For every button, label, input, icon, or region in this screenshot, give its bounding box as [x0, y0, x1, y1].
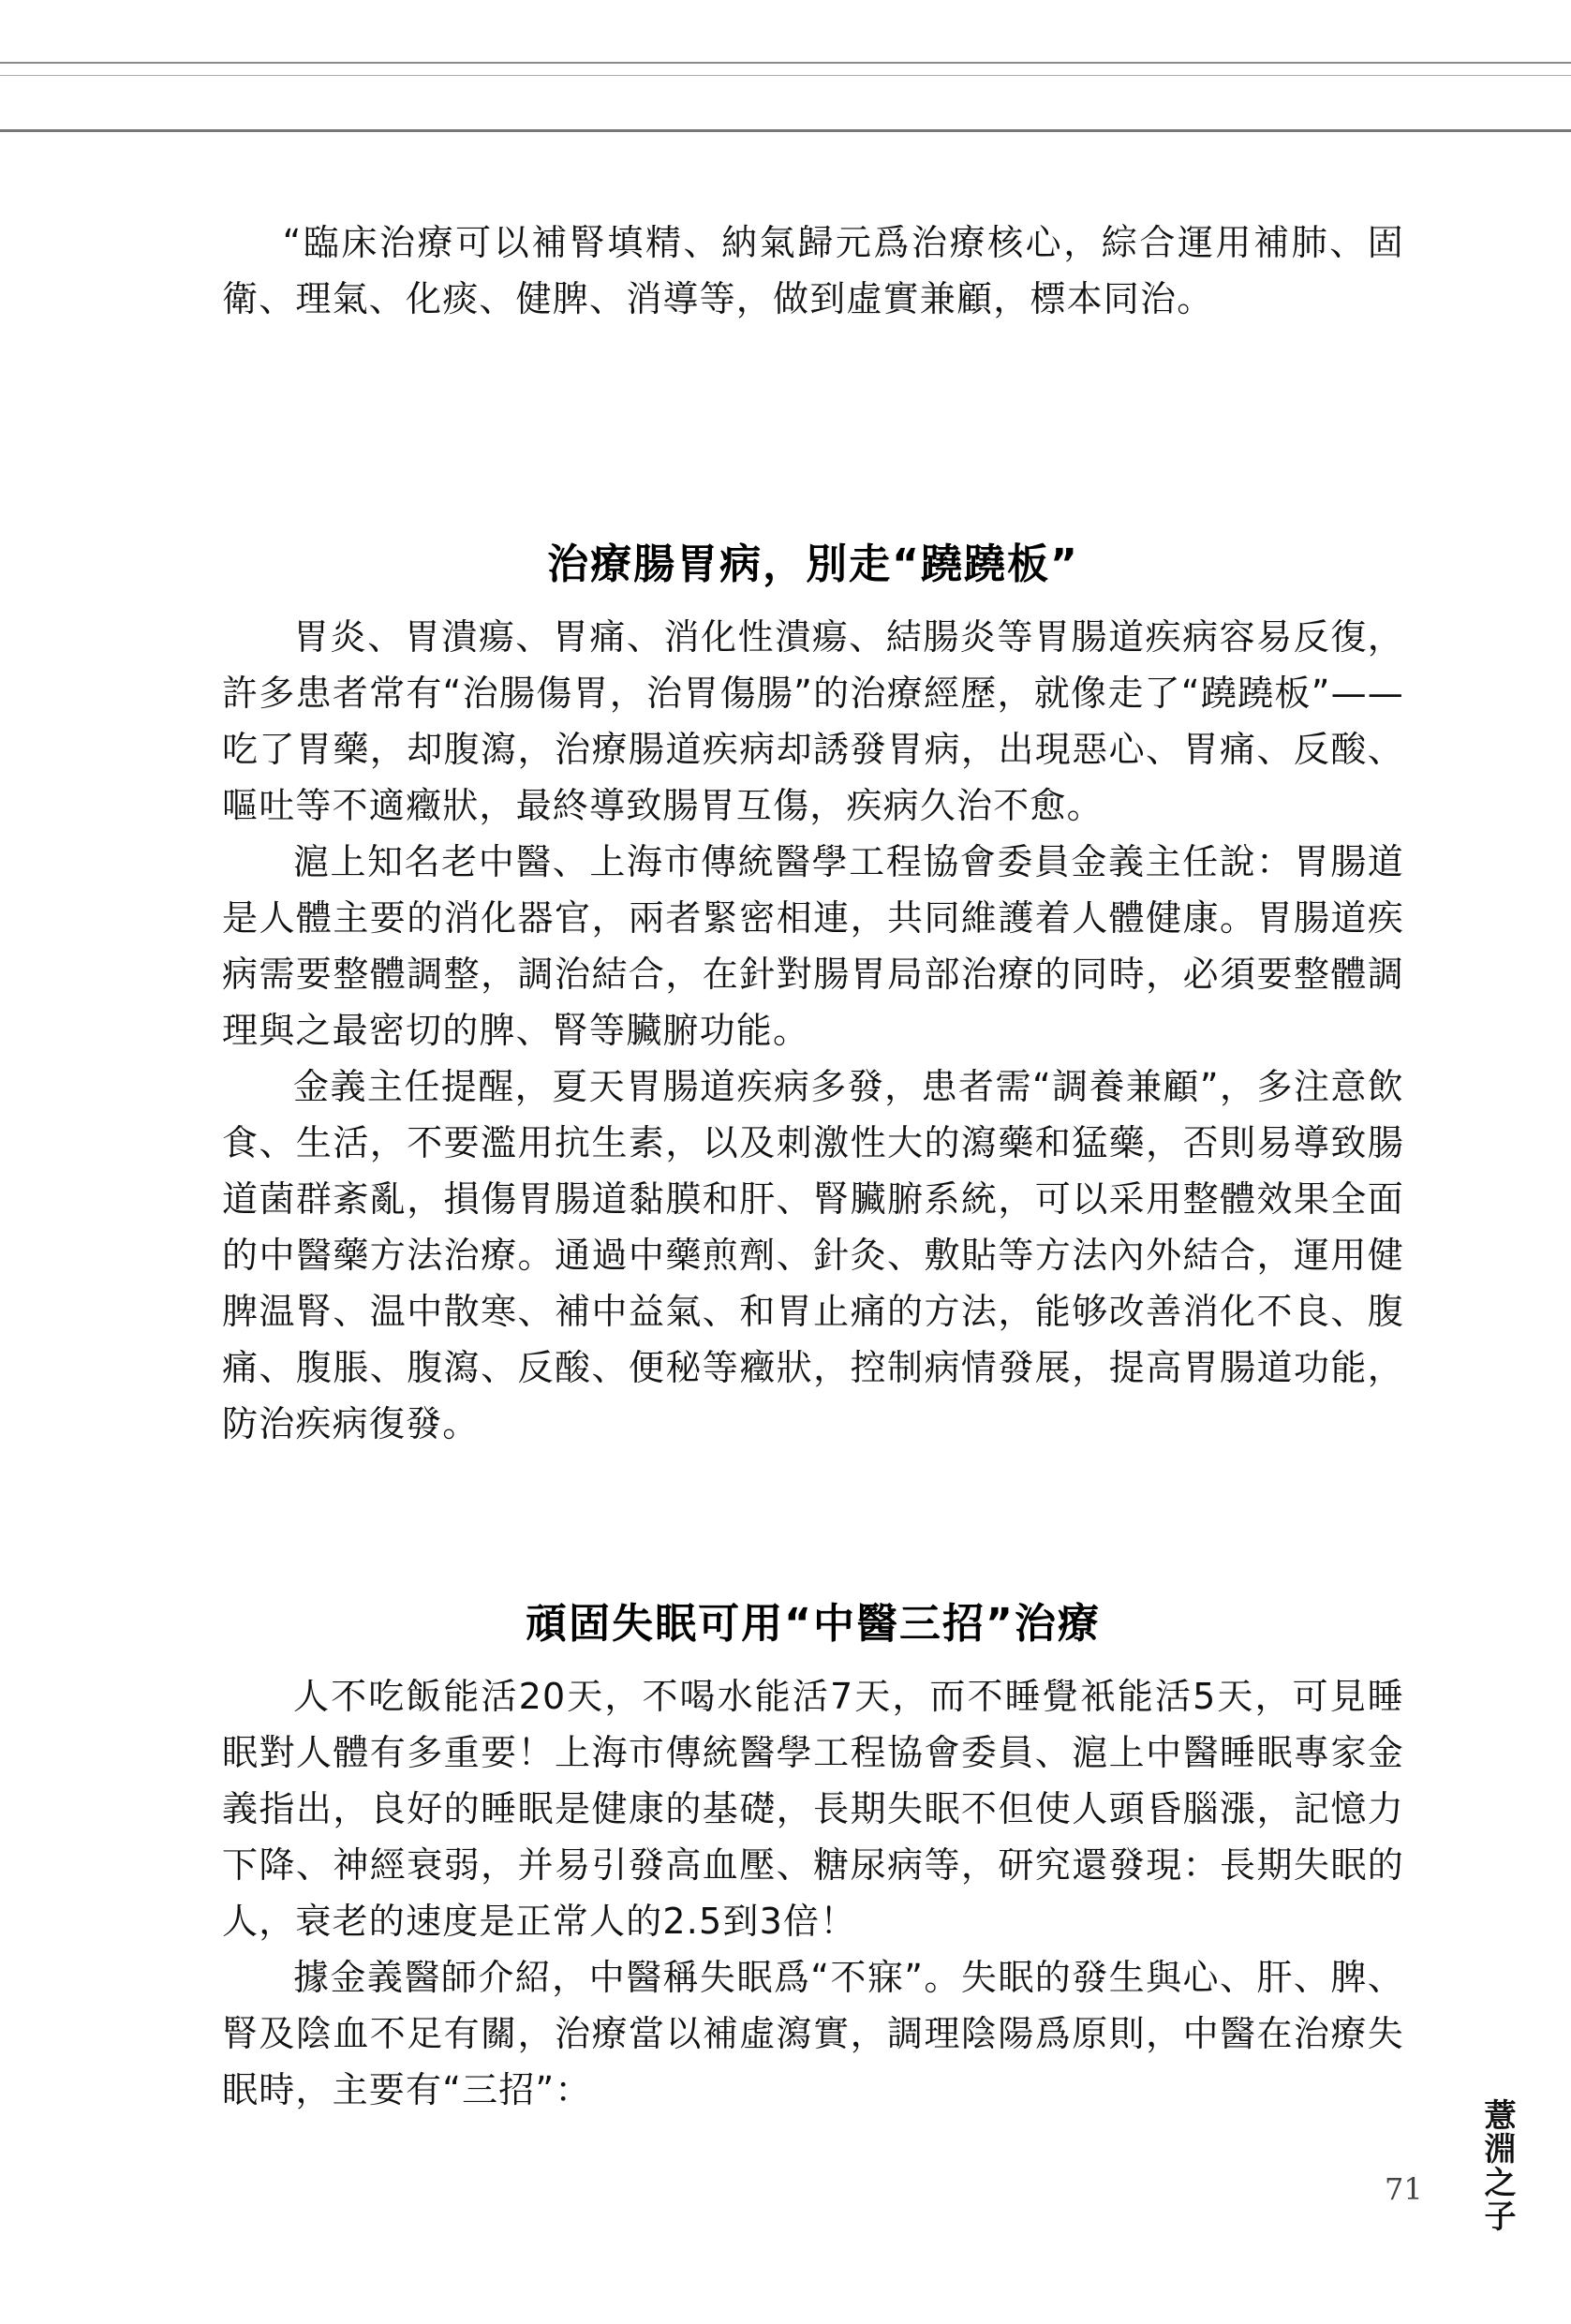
- section1-paragraph-3: 金義主任提醒，夏天胃腸道疾病多發，患者需“調養兼顧”，多注意飲食、生活，不要濫用抗生素，以及刺激性大的瀉藥和猛藥，否則易導致腸道菌群紊亂，損傷胃腸道黏膜和肝、腎臟腑系統，可以采用整體效果全面的中醫藥方法治療。通過中藥煎劑、針灸、敷貼等方法內外結合，運用健脾温腎、温中散寒、補中益氣、和胃止痛的方法，能够改善消化不良、腹痛、腹脹、腹瀉、反酸、便秘等癥狀，控制病情發展，提高胃腸道功能，防治疾病復發。: [222, 1066, 1404, 1444]
- page-number: 71: [1385, 2171, 1423, 2207]
- side-title-mark: 薏淵之子: [1478, 2098, 1516, 2233]
- section2-paragraph-1: 人不吃飯能活20天，不喝水能活7天，而不睡覺衹能活5天，可見睡眠對人體有多重要！上海市傳統醫學工程協會委員、滬上中醫睡眠專家金義指出，良好的睡眠是健康的基礎，長期失眠不但使人頭昏腦漲，記憶力下降、神經衰弱，并易引發高血壓、糖尿病等，研究還發現：長期失眠的人，衰老的速度是正常人的2.5到3倍！: [222, 1676, 1404, 1942]
- section1-paragraph-1: 胃炎、胃潰瘍、胃痛、消化性潰瘍、結腸炎等胃腸道疾病容易反復，許多患者常有“治腸傷胃，治胃傷腸”的治療經歷，就像走了“蹺蹺板”——吃了胃藥，却腹瀉，治療腸道疾病却誘發胃病，出現惡心、胃痛、反酸、嘔吐等不適癥狀，最終導致腸胃互傷，疾病久治不愈。: [222, 616, 1404, 826]
- header-rule-top: [0, 62, 1571, 64]
- header-rule-middle: [0, 75, 1571, 76]
- section2-paragraph-2: 據金義醫師介紹，中醫稱失眠爲“不寐”。失眠的發生與心、肝、脾、腎及陰血不足有關，治療當以補虛瀉實，調理陰陽爲原則，中醫在治療失眠時，主要有“三招”：: [222, 1957, 1404, 2110]
- section1-paragraph-2: 滬上知名老中醫、上海市傳統醫學工程協會委員金義主任說：胃腸道是人體主要的消化器官，兩者緊密相連，共同維護着人體健康。胃腸道疾病需要整體調整，調治結合，在針對腸胃局部治療的同時，必須要整體調理與之最密切的脾、腎等臟腑功能。: [222, 841, 1404, 1051]
- section1-title: 治療腸胃病，別走“蹺蹺板”: [547, 540, 1079, 588]
- intro-paragraph: “臨床治療可以補腎填精、納氣歸元爲治療核心，綜合運用補肺、固衛、理氣、化痰、健脾、消導等，做到虛實兼顧，標本同治。: [222, 222, 1404, 319]
- section2-title: 頑固失眠可用“中醫三招”治療: [526, 1600, 1101, 1648]
- section2-body: [222, 1668, 1404, 2118]
- section1-body: [222, 609, 1404, 1452]
- intro-block: [222, 215, 1404, 327]
- header-rule-bottom: [0, 129, 1571, 132]
